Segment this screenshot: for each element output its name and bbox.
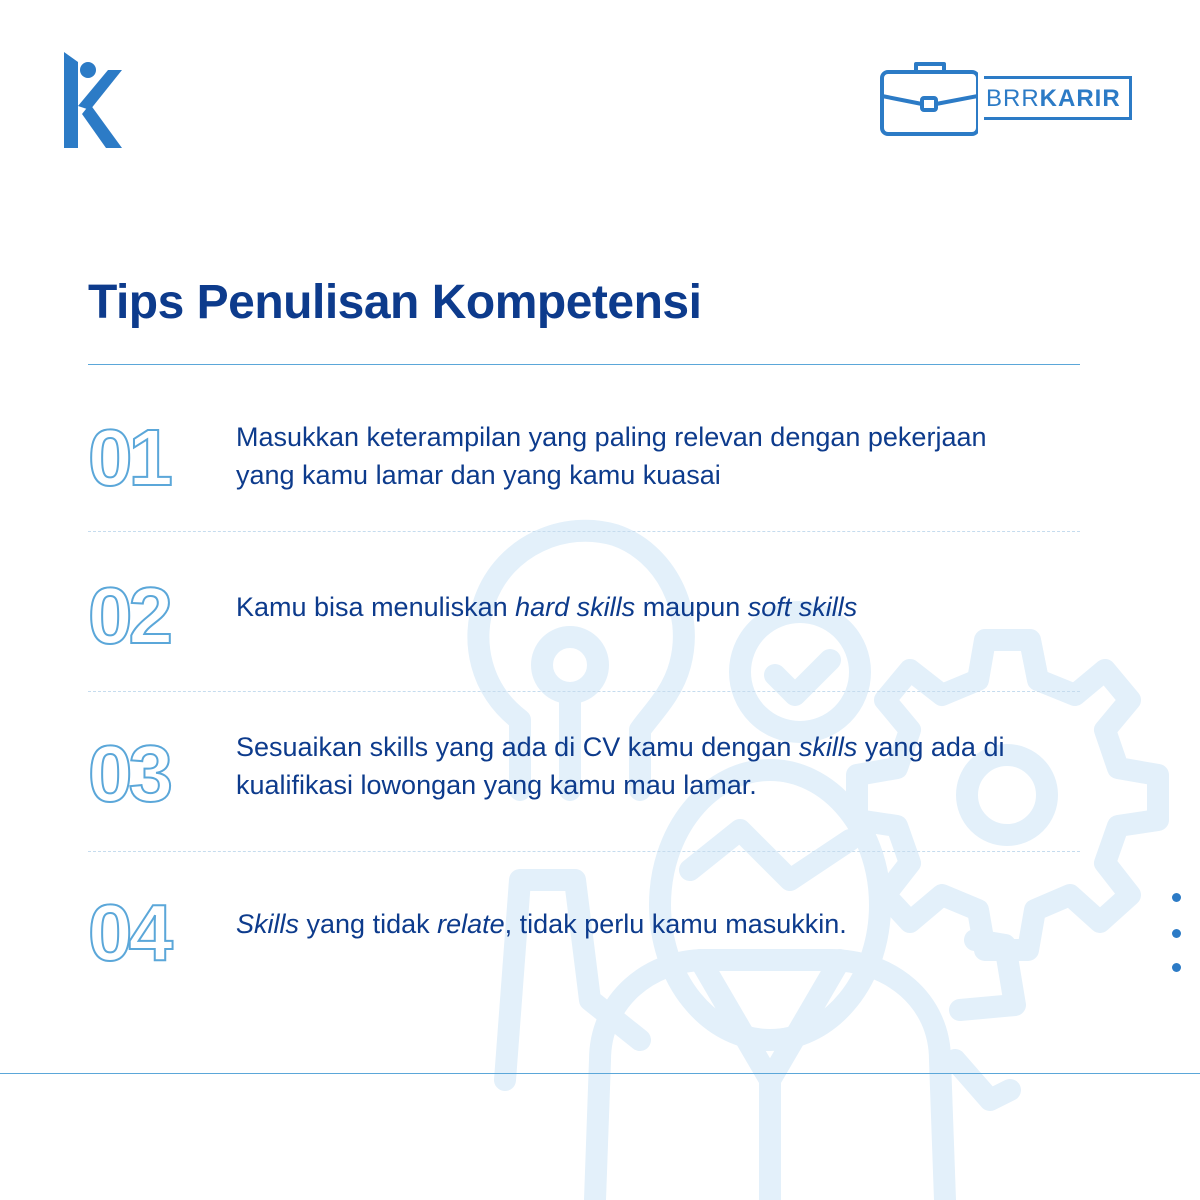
tip-number: 01	[88, 413, 169, 502]
tip-text	[236, 905, 1036, 943]
briefcase-icon	[878, 60, 978, 140]
dot	[1172, 893, 1181, 902]
tip-text	[236, 418, 1036, 494]
tip-text-segment: Kamu bisa menuliskan	[236, 592, 516, 622]
tip-text-segment: , tidak perlu kamu masukkin.	[504, 909, 847, 939]
tip-text-segment: yang tidak	[299, 909, 438, 939]
brand-logo	[878, 60, 1121, 140]
brand-name	[984, 76, 1132, 120]
dot	[1172, 963, 1181, 972]
tip-text	[236, 728, 1036, 804]
brand-name-bold: KARIR	[1039, 85, 1121, 112]
page-title: Tips Penulisan Kompetensi	[88, 276, 702, 329]
tip-number: 03	[88, 729, 169, 818]
tip-text-segment: Masukkan keterampilan yang paling relevan dengan pekerjaan yang kamu lamar dan yang kamu kuasai	[236, 422, 987, 490]
dot	[1172, 929, 1181, 938]
tip-text-segment: Sesuaikan skills yang ada di CV kamu dengan	[236, 732, 799, 762]
tip-divider	[88, 691, 1080, 692]
tip-divider	[88, 531, 1080, 532]
title-divider	[88, 364, 1080, 365]
tip-text-italic: relate	[437, 909, 505, 939]
brand-name-light: BRR	[986, 85, 1040, 112]
person-k-logo-icon	[60, 48, 130, 152]
tip-text-italic: soft skills	[747, 592, 858, 622]
tip-text-segment: maupun	[635, 592, 748, 622]
tip-text-italic: Skills	[236, 909, 300, 939]
tip-text-italic: hard skills	[515, 592, 636, 622]
tip-number: 02	[88, 571, 169, 660]
tip-text-italic: skills	[798, 732, 858, 762]
check-badge-icon	[740, 612, 860, 732]
person-figure-icon	[505, 770, 1015, 1200]
footer-divider	[0, 1073, 1200, 1074]
tip-divider	[88, 851, 1080, 852]
tip-text	[236, 588, 1036, 626]
tip-number: 04	[88, 888, 169, 977]
tip-text-segment: yang ada di kualifikasi lowongan yang kamu mau lamar.	[236, 732, 1005, 800]
pagination-dots	[1172, 893, 1186, 977]
